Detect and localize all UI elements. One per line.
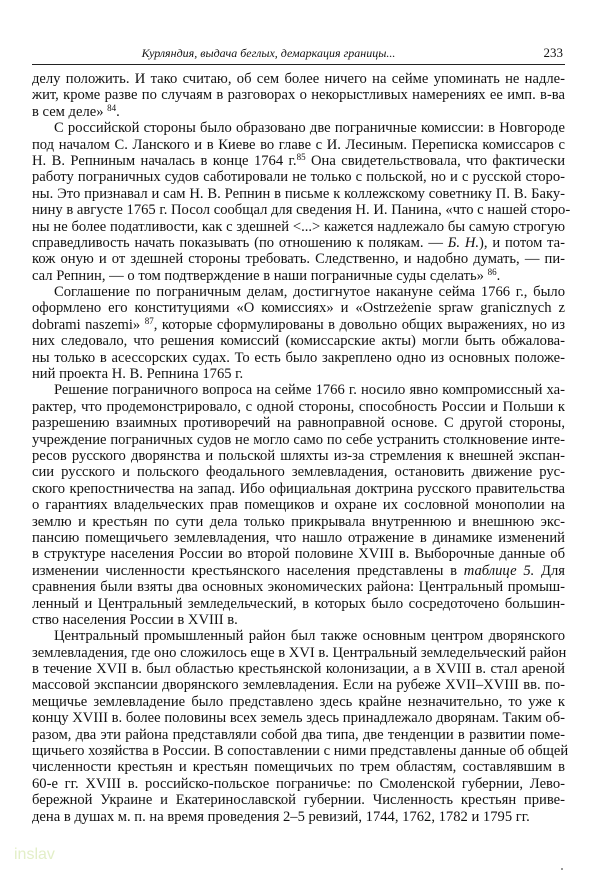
text-line — [32, 776, 565, 792]
text-line — [32, 71, 565, 87]
text-line — [32, 399, 565, 415]
text-line — [32, 432, 565, 448]
text-line — [32, 137, 565, 153]
text-segment: Для — [534, 562, 565, 579]
text-segment: работу пограничных судов саботировали не только с польской, но и с русской сторо- — [32, 169, 565, 186]
text-segment: о гарантиях владельческих прав помещиков и охране их сословной монополии на — [32, 497, 565, 514]
paragraph — [32, 284, 565, 382]
text-segment: под началом С. Ланского и в Киеве во главе с И. Лесиным. Переписка комиссаров с — [32, 136, 565, 153]
text-segment: оформлено его конституциями «О комиссиях» и «Ostrzeżenie spraw granicznych z — [32, 300, 565, 317]
text-segment: ленный и Центральный земледельческий, в которых было сосредоточено большин- — [32, 595, 565, 612]
text-line — [32, 284, 565, 300]
text-line — [32, 514, 565, 530]
text-segment: мещичье землевладение было представлено здесь крайне незначительно, то уже к — [32, 693, 565, 710]
text-segment: dobrami naszemi» — [32, 316, 145, 333]
text-segment: них следовало, что решения комиссий (комиссарские акты) могли быть обжалова- — [32, 333, 565, 350]
text-line — [32, 645, 565, 661]
running-header — [32, 44, 565, 65]
text-segment: Н. В. Репниным началась в конце 1764 г. — [32, 152, 297, 169]
text-line — [32, 612, 565, 628]
page-number: 233 — [543, 45, 563, 60]
text-line — [32, 366, 565, 382]
text-line — [32, 87, 565, 103]
footnote-ref: 85 — [296, 151, 306, 162]
text-line — [32, 497, 565, 513]
page-body — [32, 71, 571, 825]
text-line — [32, 530, 565, 546]
text-segment: 60-е гг. XVIII в. российско-польское пограничье: по Смоленской губернии, Лево- — [32, 775, 565, 792]
text-segment: ство населения России в XVIII в. — [32, 611, 238, 628]
text-segment: С российской стороны было образовано две пограничные комиссии: в Новгороде — [54, 120, 565, 137]
text-line — [32, 300, 565, 316]
watermark: inslav — [14, 846, 55, 863]
running-title: Курляндия, выдача беглых, демаркация границы... — [141, 46, 396, 60]
text-segment: землю и крестьян по сути дела только прикрывала внутреннюю и внешнюю экс- — [32, 513, 565, 530]
text-segment: в структуре населения России во второй половине XVIII в. Выборочные данные об — [32, 546, 565, 563]
text-segment: ны. Это признавал и сам Н. В. Репнин в письме к коллежскому советнику П. В. Баку- — [32, 185, 565, 202]
text-line — [32, 481, 565, 497]
scan-speck — [561, 868, 563, 870]
text-segment: в сем деле» — [32, 103, 108, 120]
text-segment: щичьего хозяйства в России. В сопоставлении с ними представлены данные об общей — [32, 743, 569, 760]
text-segment: . — [116, 103, 120, 120]
text-line — [32, 563, 565, 579]
text-segment: численности крестьян и крестьян помещичьих по трем областям, составлявшим в — [32, 759, 565, 776]
text-line — [32, 268, 565, 284]
text-segment: разом, два эти района представляли собой два типа, две тенденции в развитии поме- — [32, 726, 565, 743]
text-line — [32, 333, 565, 349]
paragraph — [32, 382, 565, 628]
text-segment: нину в августе 1765 г. Посол сообщал для сведения Н. И. Панина, «что с нашей сторо- — [32, 202, 571, 219]
text-line — [32, 415, 565, 431]
text-line — [32, 809, 565, 825]
italic-text: таблице 5. — [463, 562, 535, 579]
text-segment: справедливость начать показывать (по отношению к полякам. — — [32, 234, 448, 251]
text-segment: ны только в асессорских судах. То есть было закреплено одно из основных положе- — [32, 349, 565, 366]
text-line — [32, 382, 565, 398]
text-segment: Соглашение по пограничным делам, достигнутое накануне сейма 1766 г., было — [54, 284, 565, 301]
text-segment: сравнения были взяты два основных экономических района: Центральный промыш- — [32, 579, 565, 596]
text-segment: пансию помещичьего землевладения, что нашло отражение в динамике изменений — [32, 529, 565, 546]
text-line — [32, 317, 565, 333]
text-line — [32, 235, 565, 251]
text-line — [32, 694, 565, 710]
text-segment: делу положить. И тако считаю, об сем более ничего на сейме упоминать не надле- — [32, 71, 565, 87]
text-line — [32, 251, 565, 267]
text-segment: рактер, что продемонстрировало, с одной стороны, способность России и Польши к — [32, 398, 565, 415]
text-line — [32, 579, 565, 595]
italic-text: Б. Н. — [447, 234, 480, 251]
text-line — [32, 727, 565, 743]
text-line — [32, 202, 571, 219]
text-segment: бережной Украине и Екатеринославской губернии. Численность крестьян приве- — [32, 792, 565, 809]
text-segment: , которые сформулированы в довольно общих выражениях, но из — [153, 316, 566, 333]
text-line — [32, 186, 565, 202]
text-line — [32, 464, 565, 480]
paragraph — [32, 120, 571, 284]
text-line — [32, 169, 565, 185]
text-segment: ний проекта Н. В. Репнина 1765 г. — [32, 366, 244, 383]
paragraph — [32, 628, 569, 825]
text-segment: ), и потом та- — [479, 234, 566, 251]
text-line — [32, 759, 565, 775]
text-line — [32, 677, 565, 693]
text-line — [32, 350, 565, 366]
footnote-ref: 87 — [144, 315, 154, 326]
text-line — [32, 219, 565, 235]
text-segment: землевладения, где оно сложилось еще в XVI в. Центральный земледельческий район — [32, 644, 567, 661]
text-line — [32, 596, 565, 612]
text-segment: Решение пограничного вопроса на сейме 1766 г. носило явно компромиссный ха- — [54, 382, 565, 399]
text-line — [32, 661, 565, 677]
text-segment: жит, кроме разве по случаям в разговорах о некорыстливых намерениях ее имп. в-ва — [32, 87, 565, 104]
text-line — [32, 792, 565, 808]
text-line — [32, 104, 565, 120]
text-line — [32, 710, 565, 726]
footnote-ref: 86 — [487, 266, 497, 277]
text-segment: массовой экспансии дворянского землевладения. Если на рубеже XVII–XVIII вв. по- — [32, 677, 565, 694]
text-segment: Центральный промышленный район был также основным центром дворянского — [54, 628, 565, 645]
paragraph — [32, 71, 565, 120]
footnote-ref: 84 — [107, 102, 117, 113]
text-segment: . — [496, 267, 501, 284]
text-line — [32, 153, 565, 169]
text-line — [32, 743, 569, 760]
text-segment: кож оную и от здешней стороны требовать. Следственно, и надобно думать, — пи- — [32, 251, 565, 268]
text-segment: в течение XVII в. был областью крестьянской колонизации, а в XVIII в. стал ареной — [32, 661, 565, 678]
text-segment: концу XVIII в. более половины всех земель здесь принадлежало дворянам. Таким об- — [32, 710, 565, 727]
text-segment: ресов русского дворянства и польской шляхты из-за стремления к внешней экспан- — [32, 447, 565, 464]
text-line — [32, 120, 565, 136]
text-segment: ны не более податливости, как с здешней <...> кажется надлежало бы самую строгую — [32, 218, 565, 235]
text-segment: сал Репнин, — о том подтверждение в наши пограничные суды сделать» — [32, 267, 488, 284]
text-segment: дена в душах м. п. на время проведения 2–5 ревизий, 1744, 1762, 1782 и 1795 гг. — [32, 808, 530, 825]
text-segment: сии русского и польского феодального землевладения, остановить движение рус- — [32, 464, 565, 481]
text-segment: ского крепостничества на запад. Ибо официальная доктрина русского правительства — [32, 480, 565, 497]
text-segment: учреждение пограничных судов не могло само по себе устранить столкновение инте- — [32, 431, 565, 448]
text-line — [32, 448, 565, 464]
text-segment: разрешению взаимных противоречий на равноправной основе. С другой стороны, — [32, 415, 565, 432]
text-line — [32, 546, 565, 562]
text-segment: изменении численности крестьянского населения представлены в — [32, 562, 464, 579]
text-line — [32, 628, 565, 644]
text-segment: Она свидетельствовала, что фактически — [305, 152, 566, 169]
